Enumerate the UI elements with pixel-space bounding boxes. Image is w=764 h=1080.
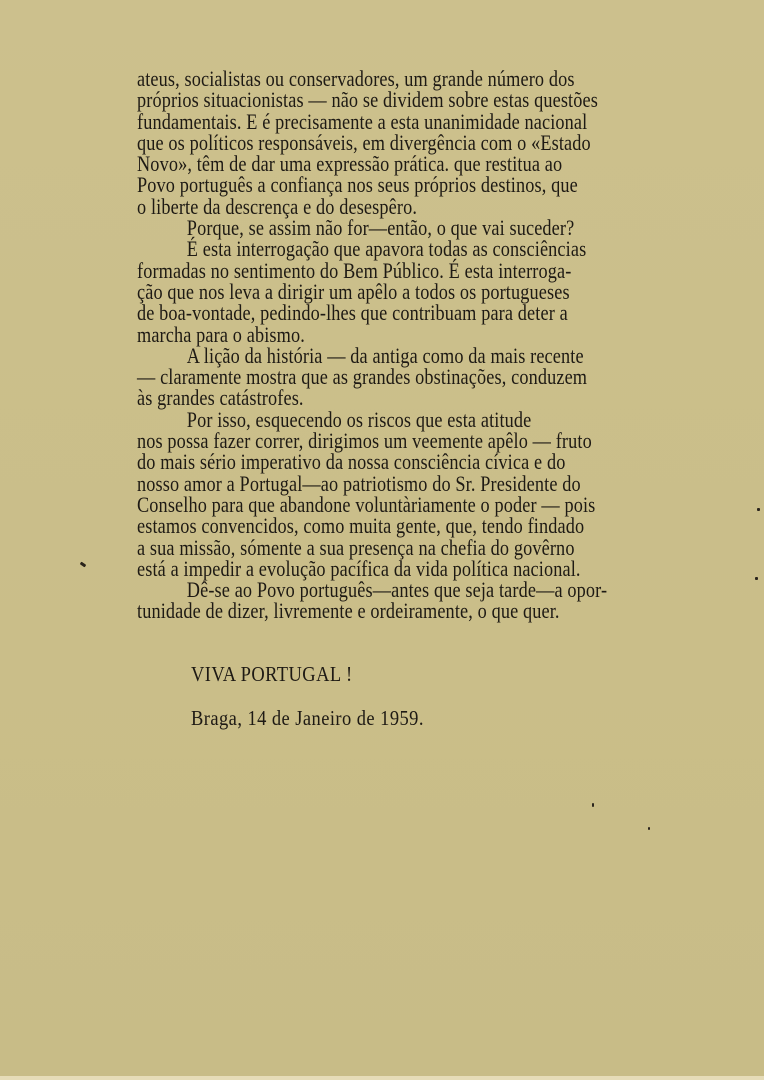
page-bottom-edge bbox=[0, 1076, 764, 1080]
text-line: marcha para o abismo. bbox=[137, 321, 305, 347]
text-line: a sua missão, sómente a sua presença na chefia do govêrno bbox=[137, 534, 575, 560]
ink-speck bbox=[648, 827, 650, 830]
ink-speck bbox=[80, 562, 87, 568]
text-line: que os políticos responsáveis, em divergência com o «Estado bbox=[137, 129, 591, 155]
text-line: próprios situacionistas — não se dividem sobre estas questões bbox=[137, 87, 598, 113]
text-line: ateus, socialistas ou conservadores, um grande número dos bbox=[137, 66, 575, 91]
text-line: É esta interrogação que apavora todas as consciências bbox=[186, 236, 587, 262]
ink-speck bbox=[592, 803, 594, 807]
text-line: formadas no sentimento do Bem Público. É esta interroga- bbox=[137, 257, 572, 283]
text-line: Conselho para que abandone voluntàriamente o poder — pois bbox=[137, 491, 596, 517]
text-line: — claramente mostra que as grandes obstinações, conduzem bbox=[137, 364, 588, 390]
text-line: Novo», têm de dar uma expressão prática. que restitua ao bbox=[137, 151, 563, 177]
text-line: o liberte da descrença e do desespêro. bbox=[137, 193, 418, 219]
text-line: Por isso, esquecendo os riscos que esta atitude bbox=[186, 406, 532, 432]
text-line: às grandes catástrofes. bbox=[137, 385, 304, 411]
place-date-line: Braga, 14 de Janeiro de 1959. bbox=[191, 706, 424, 730]
text-line: fundamentais. E é precisamente a esta unanimidade nacional bbox=[137, 108, 588, 134]
ink-speck bbox=[755, 577, 758, 580]
text-line: nos possa fazer correr, dirigimos um veemente apêlo — fruto bbox=[137, 428, 592, 454]
text-line: tunidade de dizer, livremente e ordeiramente, o que quer. bbox=[137, 598, 560, 624]
text-line: A lição da história — da antiga como da mais recente bbox=[186, 342, 584, 368]
text-line: Porque, se assim não for—então, o que vai suceder? bbox=[186, 215, 575, 241]
text-line: ção que nos leva a dirigir um apêlo a todos os portugueses bbox=[137, 278, 570, 304]
closing-exclamation: VIVA PORTUGAL ! bbox=[191, 662, 353, 686]
text-line: de boa-vontade, pedindo-lhes que contribuam para deter a bbox=[137, 300, 568, 326]
text-line: está a impedir a evolução pacífica da vida política nacional. bbox=[137, 555, 581, 581]
text-line: estamos convencidos, como muita gente, que, tendo findado bbox=[137, 513, 585, 539]
text-line: Dê-se ao Povo português—antes que seja tarde—a opor- bbox=[186, 577, 608, 603]
ink-speck bbox=[757, 508, 760, 511]
body-text bbox=[137, 68, 764, 622]
text-line: do mais sério imperativo da nossa consciência cívica e do bbox=[137, 449, 566, 475]
text-line: Povo português a confiança nos seus próprios destinos, que bbox=[137, 172, 578, 198]
text-line: nosso amor a Portugal—ao patriotismo do Sr. Presidente do bbox=[137, 470, 581, 496]
